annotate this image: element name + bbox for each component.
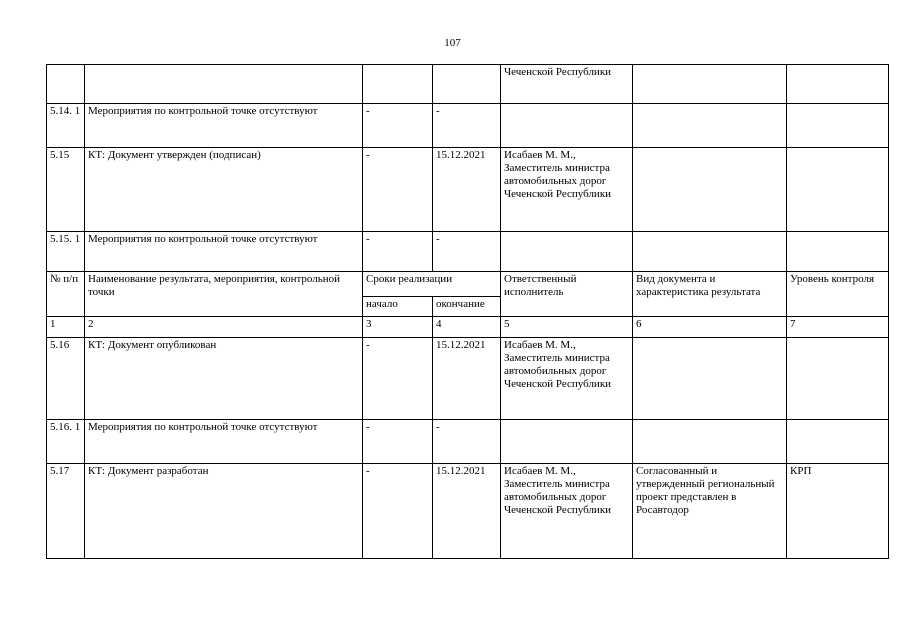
table-row (47, 148, 889, 232)
column-number: 1 (47, 317, 85, 338)
row-control (787, 148, 889, 232)
table-row (47, 65, 889, 104)
row-control (787, 338, 889, 420)
row-responsible: Исабаев М. М., Заместитель министра автомобильных дорог Чеченской Республики (501, 464, 633, 559)
row-num: 5.17 (47, 464, 85, 559)
row-end: 15.12.2021 (433, 148, 501, 232)
header-start: начало (363, 297, 433, 317)
header-period: Сроки реализации (363, 272, 501, 297)
row-name: КТ: Документ опубликован (85, 338, 363, 420)
row-control: КРП (787, 464, 889, 559)
row-num: 5.15. 1 (47, 232, 85, 272)
row-doc-type: Согласованный и утвержденный региональный проект представлен в Росавтодор (633, 464, 787, 559)
row-name (85, 65, 363, 104)
row-end: - (433, 420, 501, 464)
row-end (433, 65, 501, 104)
row-end: 15.12.2021 (433, 464, 501, 559)
header-doc-type: Вид документа и характеристика результата (633, 272, 787, 317)
row-responsible (501, 420, 633, 464)
row-responsible: Чеченской Республики (501, 65, 633, 104)
row-control (787, 104, 889, 148)
row-doc-type (633, 104, 787, 148)
row-num: 5.14. 1 (47, 104, 85, 148)
header-end: окончание (433, 297, 501, 317)
row-name: КТ: Документ разработан (85, 464, 363, 559)
column-number: 2 (85, 317, 363, 338)
plan-table (46, 64, 889, 559)
row-start: - (363, 104, 433, 148)
row-num: 5.16. 1 (47, 420, 85, 464)
table-row (47, 420, 889, 464)
row-responsible (501, 104, 633, 148)
row-name: Мероприятия по контрольной точке отсутствуют (85, 104, 363, 148)
table-row (47, 104, 889, 148)
column-number: 5 (501, 317, 633, 338)
row-control (787, 420, 889, 464)
row-responsible (501, 232, 633, 272)
row-doc-type (633, 65, 787, 104)
row-num: 5.16 (47, 338, 85, 420)
row-start (363, 65, 433, 104)
row-name: Мероприятия по контрольной точке отсутствуют (85, 232, 363, 272)
row-end: 15.12.2021 (433, 338, 501, 420)
row-doc-type (633, 148, 787, 232)
row-start: - (363, 148, 433, 232)
row-control (787, 65, 889, 104)
row-doc-type (633, 232, 787, 272)
column-number: 4 (433, 317, 501, 338)
page-number: 107 (444, 37, 461, 49)
column-number: 7 (787, 317, 889, 338)
row-responsible: Исабаев М. М., Заместитель министра автомобильных дорог Чеченской Республики (501, 338, 633, 420)
table-row (47, 464, 889, 559)
row-start: - (363, 232, 433, 272)
header-control: Уровень контроля (787, 272, 889, 317)
row-control (787, 232, 889, 272)
row-end: - (433, 104, 501, 148)
header-responsible: Ответственный исполнитель (501, 272, 633, 317)
row-name: Мероприятия по контрольной точке отсутствуют (85, 420, 363, 464)
table-row (47, 338, 889, 420)
column-number: 3 (363, 317, 433, 338)
row-num (47, 65, 85, 104)
row-doc-type (633, 420, 787, 464)
row-end: - (433, 232, 501, 272)
table-row (47, 232, 889, 272)
column-number: 6 (633, 317, 787, 338)
row-start: - (363, 338, 433, 420)
table-header-row (47, 272, 889, 297)
column-number-row (47, 317, 889, 338)
row-num: 5.15 (47, 148, 85, 232)
row-doc-type (633, 338, 787, 420)
row-responsible: Исабаев М. М., Заместитель министра автомобильных дорог Чеченской Республики (501, 148, 633, 232)
row-start: - (363, 464, 433, 559)
header-name: Наименование результата, мероприятия, контрольной точки (85, 272, 363, 317)
row-start: - (363, 420, 433, 464)
header-num: № п/п (47, 272, 85, 317)
row-name: КТ: Документ утвержден (подписан) (85, 148, 363, 232)
